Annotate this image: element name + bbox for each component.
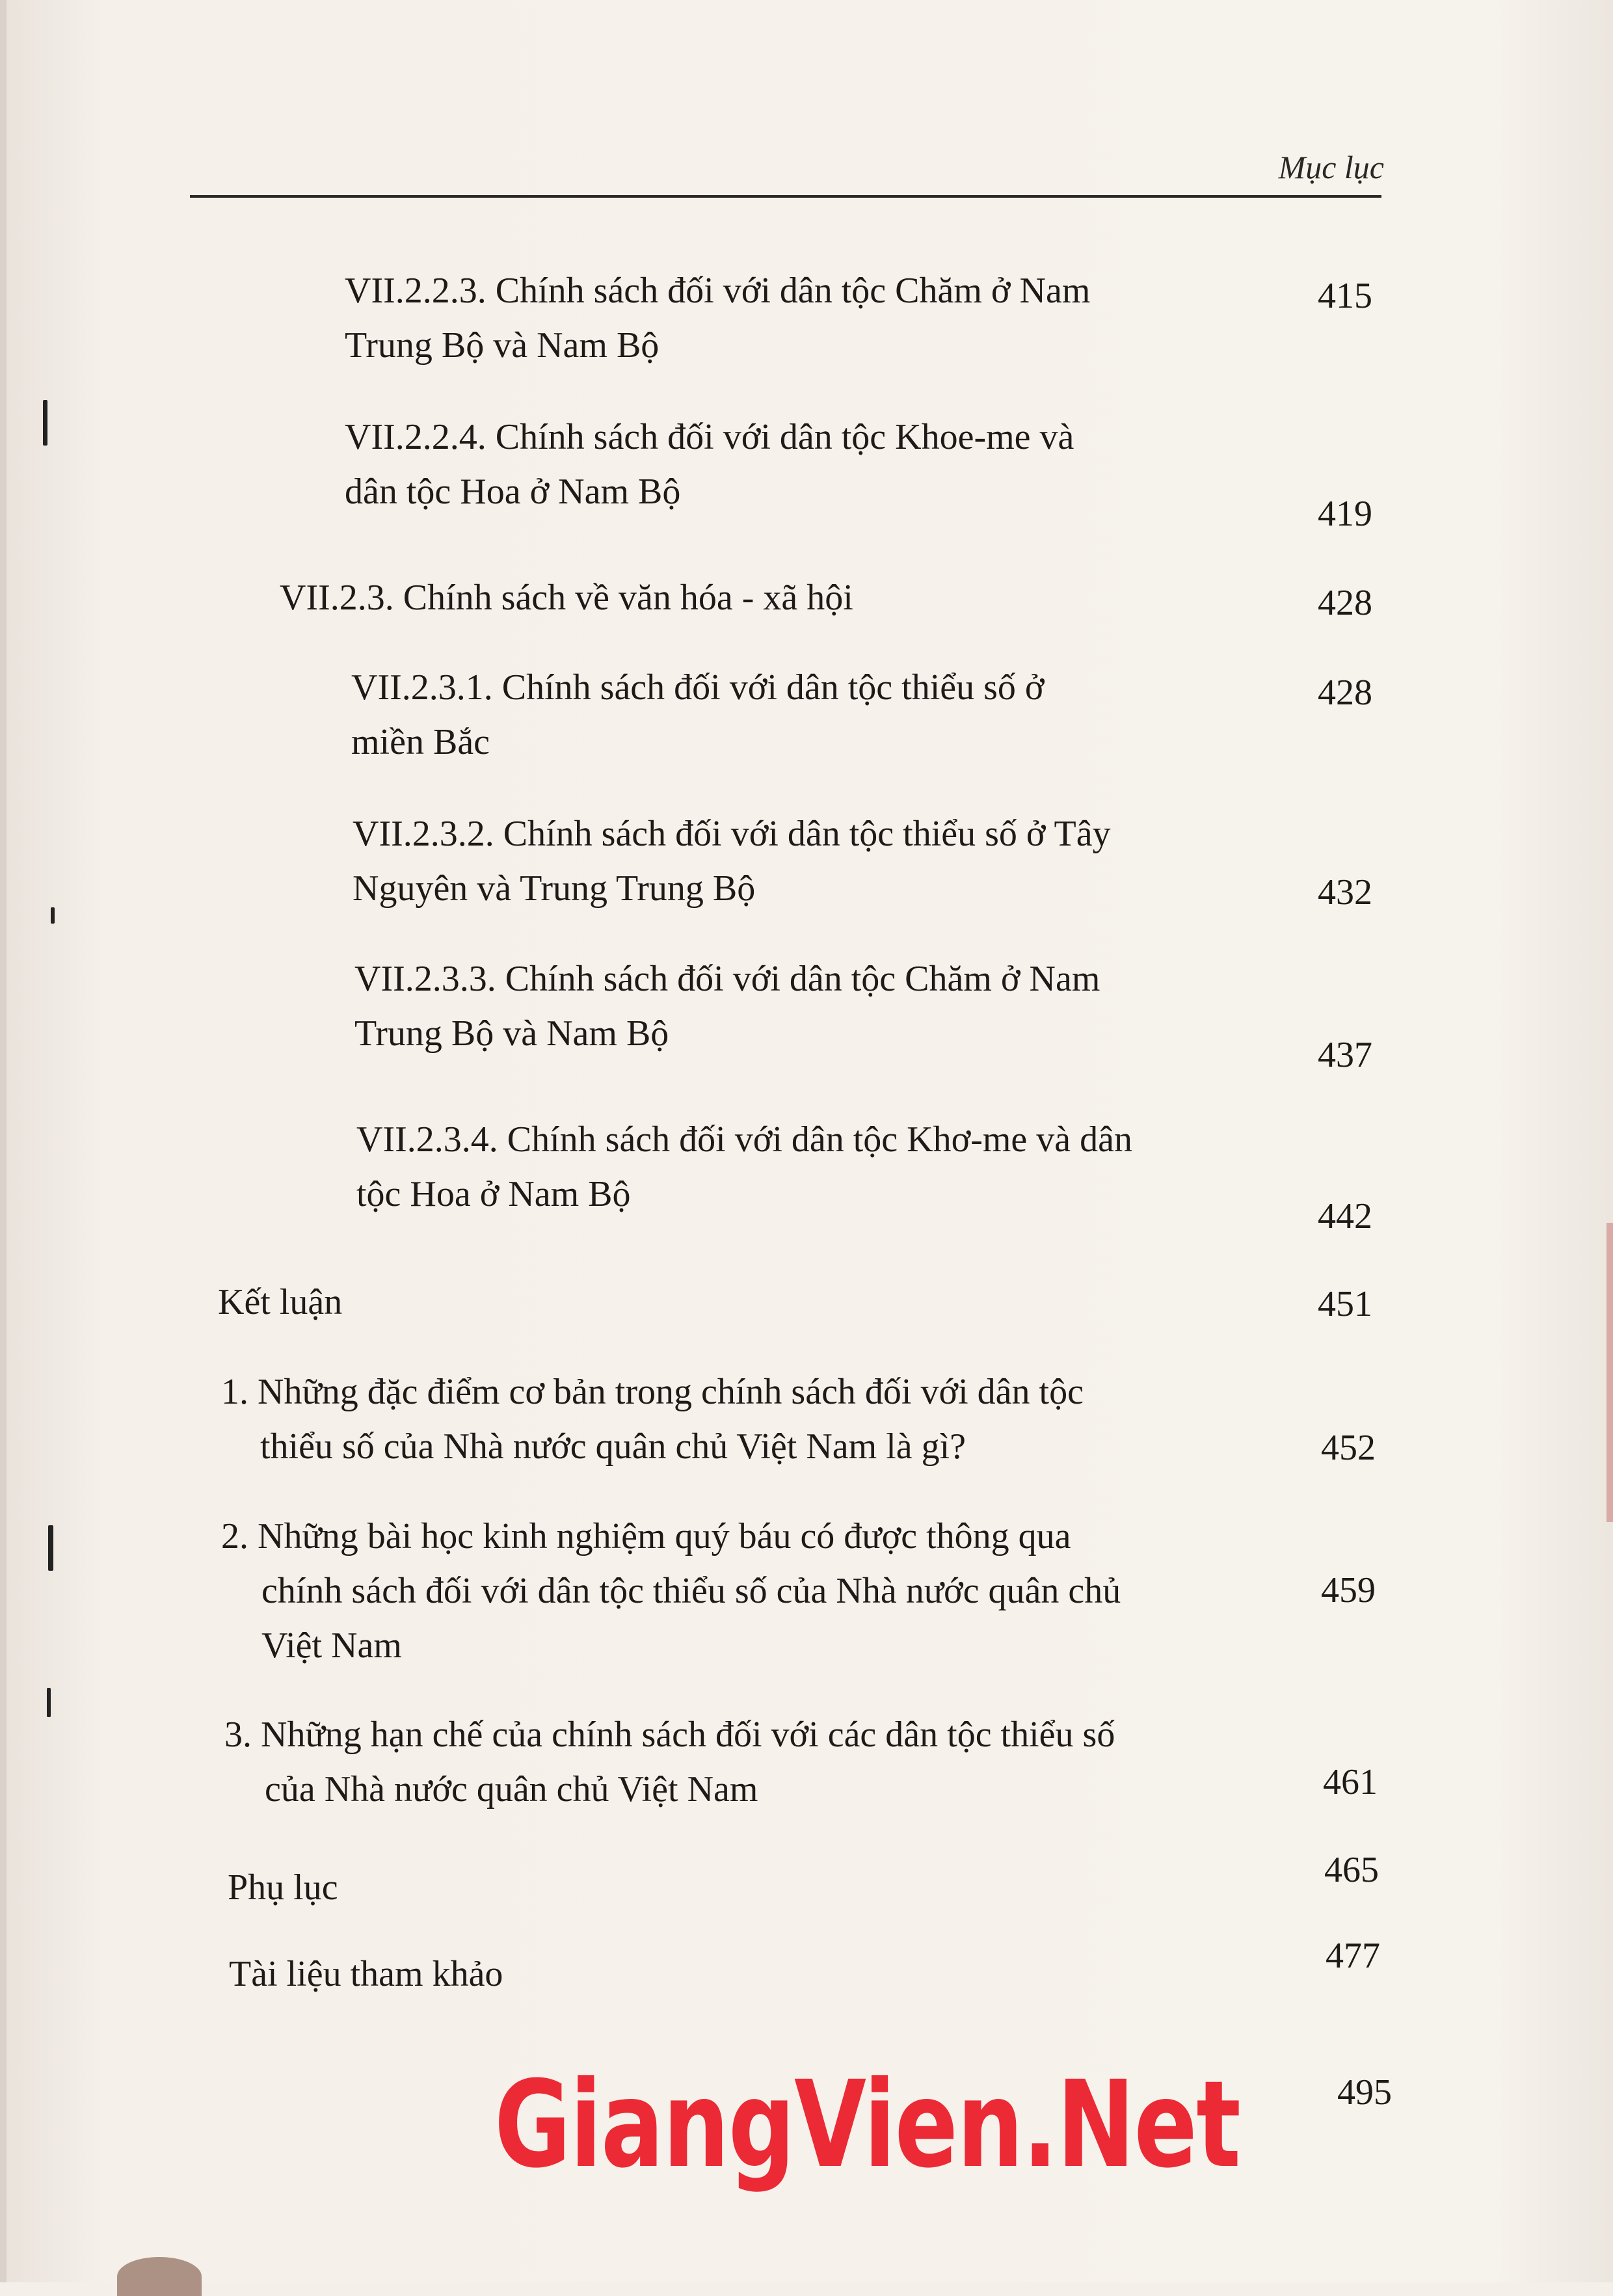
- toc-entry-line: Tài liệu tham khảo: [229, 1954, 503, 1994]
- running-header: Mục lục: [1278, 149, 1384, 185]
- toc-entry-line: VII.2.2.4. Chính sách đối với dân tộc Khoe-me và: [345, 417, 1074, 457]
- toc-entry-line: Kết luận: [218, 1282, 343, 1322]
- watermark-logo: GiangVien.Net: [494, 2055, 1240, 2195]
- toc-page-number: 452: [1321, 1428, 1376, 1468]
- toc-entry-line: Trung Bộ và Nam Bộ: [354, 1013, 669, 1054]
- page-left-edge: [0, 0, 7, 2282]
- toc-entry-line: của Nhà nước quân chủ Việt Nam: [265, 1769, 758, 1809]
- toc-page-number: 461: [1323, 1762, 1378, 1802]
- scan-mark: [48, 1525, 53, 1571]
- scan-thumb-mark: [117, 2257, 202, 2296]
- toc-entry-line: 2. Những bài học kinh nghiệm quý báu có được thông qua: [221, 1516, 1071, 1556]
- toc-entry-line: VII.2.3.4. Chính sách đối với dân tộc Khơ-me và dân: [356, 1119, 1132, 1160]
- toc-entry-line: Nguyên và Trung Trung Bộ: [353, 868, 756, 909]
- toc-entry-line: VII.2.3.1. Chính sách đối với dân tộc thiểu số ở: [351, 667, 1045, 708]
- toc-entry-line: VII.2.3. Chính sách về văn hóa - xã hội: [280, 578, 853, 618]
- toc-entry-line: 3. Những hạn chế của chính sách đối với các dân tộc thiểu số: [224, 1715, 1115, 1755]
- toc-entry-line: VII.2.3.2. Chính sách đối với dân tộc thiểu số ở Tây: [353, 814, 1111, 854]
- toc-entry-line: chính sách đối với dân tộc thiểu số của Nhà nước quân chủ: [261, 1571, 1121, 1611]
- toc-page-number: 477: [1326, 1936, 1380, 1976]
- toc-page-number: 428: [1318, 673, 1372, 713]
- toc-page-number: 428: [1318, 583, 1372, 623]
- toc-page-number: 442: [1318, 1196, 1372, 1236]
- toc-page-number: 437: [1318, 1035, 1372, 1075]
- toc-page-number: 419: [1318, 494, 1372, 534]
- toc-page-number: 432: [1318, 872, 1372, 913]
- toc-entry-line: Việt Nam: [261, 1625, 402, 1666]
- scan-mark: [51, 907, 55, 924]
- toc-entry-line: VII.2.2.3. Chính sách đối với dân tộc Chăm ở Nam: [345, 271, 1091, 311]
- scan-mark: [47, 1688, 51, 1717]
- toc-page-number: 415: [1318, 276, 1372, 316]
- toc-entry-line: miền Bắc: [351, 722, 490, 762]
- toc-entry-line: dân tộc Hoa ở Nam Bộ: [345, 472, 681, 512]
- header-rule: [190, 195, 1381, 198]
- toc-entry-line: tộc Hoa ở Nam Bộ: [356, 1174, 631, 1214]
- toc-page-number: 451: [1318, 1284, 1372, 1324]
- toc-entry-line: thiểu số của Nhà nước quân chủ Việt Nam là gì?: [260, 1426, 966, 1467]
- toc-entry-line: 1. Những đặc điểm cơ bản trong chính sách đối với dân tộc: [221, 1372, 1084, 1412]
- toc-entry-line: Phụ lục: [228, 1867, 338, 1908]
- toc-entry-line: Trung Bộ và Nam Bộ: [345, 325, 660, 366]
- scan-mark: [43, 400, 47, 446]
- toc-page-number: 459: [1321, 1570, 1376, 1610]
- page-folio: 495: [1337, 2072, 1392, 2113]
- toc-page-number: 465: [1324, 1850, 1379, 1890]
- page-right-edge: [1606, 1223, 1613, 1522]
- toc-entry-line: VII.2.3.3. Chính sách đối với dân tộc Chăm ở Nam: [354, 959, 1100, 999]
